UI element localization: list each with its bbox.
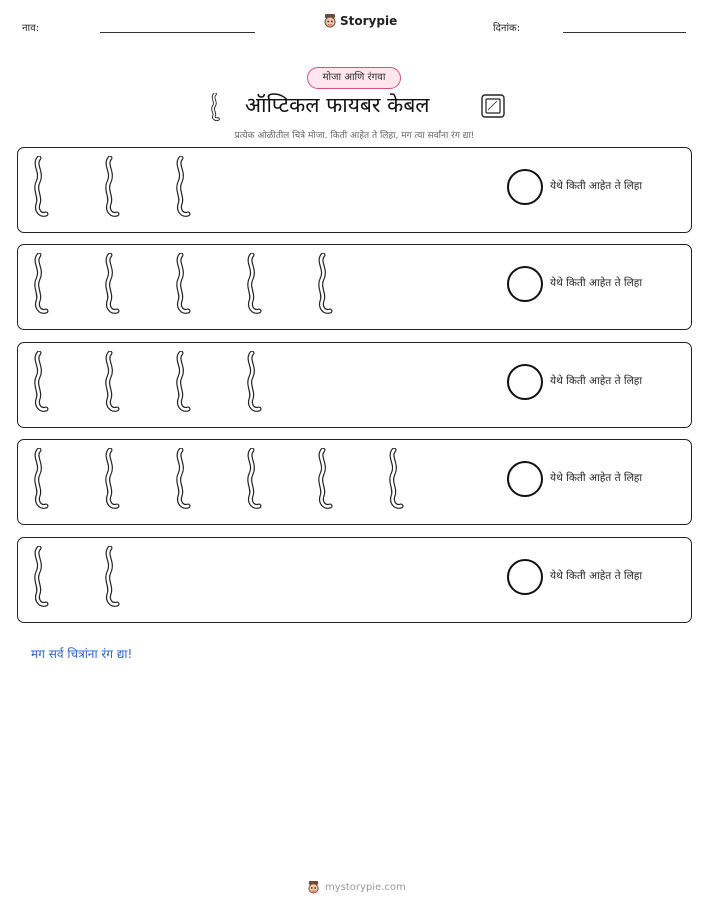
brand-name: Storypie [340, 14, 398, 28]
date-label: दिनांक: [493, 23, 521, 34]
answer-label: येथे किती आहेत ते लिहा [550, 472, 643, 484]
optical-cable-icon [241, 253, 265, 315]
name-line[interactable] [100, 32, 255, 33]
row-items [18, 148, 498, 234]
optical-cable-icon [312, 253, 336, 315]
optical-cable-icon [28, 156, 52, 218]
optical-cable-icon [383, 448, 407, 510]
optical-cable-icon [170, 351, 194, 413]
answer-circle[interactable] [507, 461, 543, 497]
optical-cable-icon [170, 253, 194, 315]
optical-cable-icon [241, 448, 265, 510]
count-row-3 [17, 342, 692, 428]
answer-circle[interactable] [507, 364, 543, 400]
optical-cable-icon [28, 546, 52, 608]
count-row-1 [17, 147, 692, 233]
answer-circle[interactable] [507, 559, 543, 595]
frame-icon [481, 94, 505, 118]
answer-label: येथे किती आहेत ते लिहा [550, 277, 643, 289]
answer-label: येथे किती आहेत ते लिहा [550, 570, 643, 582]
storypie-logo-icon [307, 880, 320, 895]
optical-cable-icon [99, 448, 123, 510]
optical-cable-icon [170, 448, 194, 510]
optical-cable-icon [28, 253, 52, 315]
answer-circle[interactable] [507, 169, 543, 205]
title-row [0, 90, 709, 122]
optical-cable-icon [170, 156, 194, 218]
row-items [18, 440, 498, 526]
optical-cable-icon [99, 156, 123, 218]
site-url: mystorypie.com [325, 882, 406, 893]
count-row-2 [17, 244, 692, 330]
date-line[interactable] [563, 32, 686, 33]
count-row-5 [17, 537, 692, 623]
answer-label: येथे किती आहेत ते लिहा [550, 180, 643, 192]
storypie-logo-icon [323, 13, 337, 29]
site-footer [307, 880, 406, 895]
category-badge: मोजा आणि रंगवा [307, 67, 401, 89]
answer-label: येथे किती आहेत ते लिहा [550, 375, 643, 387]
row-items [18, 538, 498, 624]
optical-cable-icon [28, 351, 52, 413]
optical-cable-icon [208, 93, 222, 121]
row-items [18, 245, 498, 331]
row-items [18, 343, 498, 429]
footer-note: मग सर्व चित्रांना रंग द्या! [31, 647, 133, 661]
optical-cable-icon [99, 253, 123, 315]
instructions: प्रत्येक ओळीतील चित्रे मोजा. किती आहेत ते लिहा, मग त्या सर्वांना रंग द्या! [234, 131, 475, 141]
worksheet-header [0, 0, 709, 50]
name-label: नाव: [22, 23, 40, 34]
count-row-4 [17, 439, 692, 525]
optical-cable-icon [99, 546, 123, 608]
optical-cable-icon [28, 448, 52, 510]
brand [323, 13, 397, 29]
page-title: ऑप्टिकल फायबर केबल [245, 93, 430, 117]
optical-cable-icon [312, 448, 336, 510]
optical-cable-icon [99, 351, 123, 413]
answer-circle[interactable] [507, 266, 543, 302]
optical-cable-icon [241, 351, 265, 413]
